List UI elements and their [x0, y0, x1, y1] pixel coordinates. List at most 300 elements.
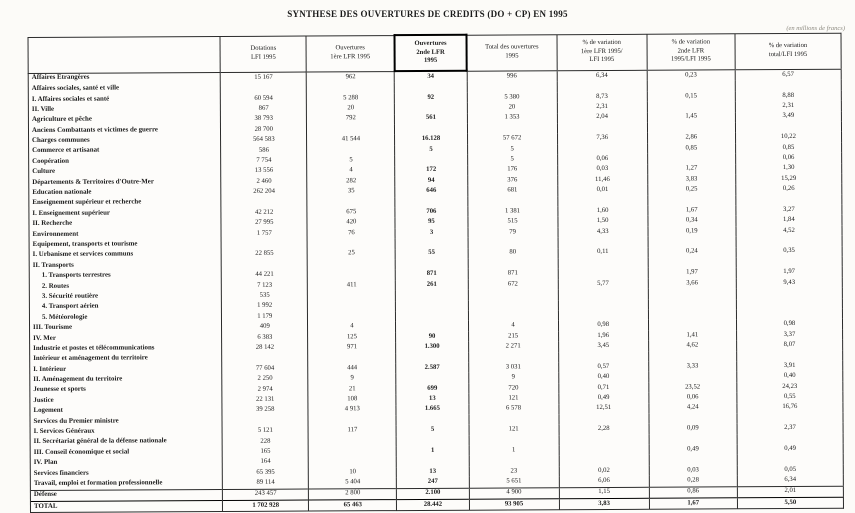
value-cell: 2,86 [647, 133, 735, 144]
value-cell: 0,06 [649, 392, 737, 403]
value-cell: 228 [222, 436, 308, 447]
value-cell: 792 [307, 114, 395, 125]
value-cell: 0,40 [737, 371, 843, 382]
value-cell [467, 123, 557, 134]
value-cell: 108 [308, 394, 396, 405]
value-cell: 0,57 [558, 362, 648, 373]
value-cell: 247 [397, 477, 469, 488]
value-cell: 7,36 [557, 133, 647, 144]
value-cell: 117 [308, 425, 396, 436]
value-cell: 35 [307, 186, 395, 197]
value-cell: 1,97 [736, 267, 842, 278]
value-cell: 535 [222, 291, 308, 302]
value-cell: 0,09 [649, 424, 737, 435]
value-cell: 2 800 [309, 488, 397, 500]
value-cell [559, 445, 649, 456]
value-cell [648, 299, 736, 310]
value-cell: 41 544 [307, 134, 395, 145]
value-cell [557, 123, 647, 134]
value-cell [220, 83, 306, 94]
value-cell [558, 258, 648, 269]
value-cell [735, 122, 841, 133]
value-cell [469, 435, 559, 446]
row-label: Industrie et postes et télécommunications [30, 343, 222, 354]
value-cell [558, 351, 648, 362]
value-cell: 3,83 [559, 498, 649, 510]
value-cell: 172 [395, 165, 467, 176]
value-cell [558, 299, 648, 310]
value-cell: 3,37 [736, 330, 842, 341]
value-cell [468, 289, 558, 300]
value-cell: 0,06 [735, 153, 841, 164]
value-cell: 4 900 [469, 487, 559, 499]
value-cell: 3 031 [468, 362, 558, 373]
value-cell: 0,49 [558, 393, 648, 404]
value-cell: 44 221 [221, 270, 307, 281]
value-cell [559, 455, 649, 466]
value-cell: 1.300 [396, 342, 468, 353]
value-cell [395, 196, 467, 207]
value-cell [649, 434, 737, 445]
value-cell [396, 321, 468, 332]
value-cell: 27 995 [221, 218, 307, 229]
value-cell [557, 195, 647, 206]
row-label: Services financiers [30, 468, 222, 479]
value-cell: 0,86 [649, 486, 737, 498]
table-header [28, 33, 841, 73]
value-cell: 3,33 [648, 361, 736, 372]
column-header-pct-variation-1ere-lfr-1995-lfi-1995: % de variation 1ère LFR 1995/ LFI 1995 [557, 34, 647, 70]
value-cell: 3,83 [647, 174, 735, 185]
value-cell [307, 124, 395, 135]
value-cell: 720 [468, 383, 558, 394]
column-header-pct-variation-total-lfi-1995: % de variation total/LFI 1995 [735, 33, 841, 70]
value-cell [735, 80, 841, 91]
value-cell: 2 460 [221, 176, 307, 187]
value-cell: 1 757 [221, 228, 307, 239]
column-header-ministere [28, 36, 220, 73]
value-cell [222, 353, 308, 364]
row-label: II. Recherche [29, 218, 221, 229]
row-label: I. Enseignement supérieur [29, 208, 221, 219]
value-cell [467, 82, 557, 93]
value-cell: 90 [396, 331, 468, 342]
value-cell: 6,06 [559, 476, 649, 487]
value-cell: 4 [468, 321, 558, 332]
value-cell: 0,03 [557, 164, 647, 175]
value-cell: 39 258 [222, 405, 308, 416]
value-cell [469, 456, 559, 467]
value-cell: 16.128 [395, 134, 467, 145]
value-cell: 0,03 [649, 465, 737, 476]
value-cell: 2 271 [468, 341, 558, 352]
value-cell [308, 311, 396, 322]
value-cell: 164 [222, 457, 308, 468]
column-header-pct-variation-2nde-lfr-1995-lfi-1995: % de variation 2nde LFR 1995/LFI 1995 [647, 33, 735, 69]
value-cell: 25 [307, 249, 395, 260]
value-cell [649, 413, 737, 424]
value-cell [558, 237, 648, 248]
value-cell: 2.100 [397, 488, 469, 500]
value-cell: 1 [397, 446, 469, 457]
row-label: TOTAL [30, 501, 222, 513]
row-label: Défense [30, 489, 222, 501]
value-cell: 0,02 [559, 466, 649, 477]
value-cell: 1 [469, 445, 559, 456]
value-cell [395, 82, 467, 93]
value-cell: 706 [395, 207, 467, 218]
value-cell [222, 415, 308, 426]
value-cell [737, 433, 843, 444]
value-cell: 9,43 [736, 278, 842, 289]
value-cell [736, 350, 842, 361]
value-cell: 23 [469, 466, 559, 477]
value-cell: 0,25 [648, 185, 736, 196]
value-cell [395, 124, 467, 135]
value-cell: 8,07 [736, 340, 842, 351]
value-cell: 10,22 [735, 132, 841, 143]
value-cell: 28 142 [222, 343, 308, 354]
value-cell: 867 [221, 104, 307, 115]
row-label: Anciens Combattants et victimes de guerre [28, 125, 220, 136]
value-cell: 93 905 [469, 499, 559, 511]
value-cell: 28 700 [221, 124, 307, 135]
value-cell [558, 310, 648, 321]
value-cell: 0,98 [558, 320, 648, 331]
value-cell: 76 [307, 228, 395, 239]
value-cell: 2 974 [222, 384, 308, 395]
value-cell [647, 101, 735, 112]
value-cell: 11,46 [557, 175, 647, 186]
value-cell: 0,49 [737, 444, 843, 455]
value-cell: 1 381 [467, 206, 557, 217]
value-cell [468, 300, 558, 311]
value-cell [395, 103, 467, 114]
row-label: 1. Transports terrestres [29, 270, 221, 281]
row-label: Commerce et artisanat [29, 146, 221, 157]
value-cell: 65 463 [309, 500, 397, 512]
table-body [28, 69, 843, 513]
value-cell: 0,05 [737, 465, 843, 476]
row-label: II. Ville [28, 104, 220, 115]
value-cell [648, 257, 736, 268]
row-label: 3. Sécurité routière [29, 291, 221, 302]
value-cell [736, 309, 842, 320]
row-label: I. Urbanisme et services communs [29, 250, 221, 261]
row-label: II. Transports [29, 260, 221, 271]
row-label: Education nationale [29, 187, 221, 198]
value-cell: 1,67 [648, 205, 736, 216]
value-cell: 176 [467, 165, 557, 176]
value-cell [309, 457, 397, 468]
value-cell: 5 121 [222, 426, 308, 437]
value-cell: 0,35 [736, 246, 842, 257]
value-cell: 0,98 [736, 319, 842, 330]
value-cell: 55 [396, 248, 468, 259]
value-cell: 4,62 [648, 340, 736, 351]
row-label: Culture [29, 167, 221, 178]
value-cell [736, 194, 842, 205]
value-cell: 125 [308, 332, 396, 343]
value-cell: 3,27 [736, 205, 842, 216]
value-cell [307, 82, 395, 93]
value-cell: 1,45 [647, 112, 735, 123]
value-cell: 6 578 [468, 404, 558, 415]
value-cell: 1,67 [649, 498, 737, 510]
value-cell [395, 155, 467, 166]
value-cell [308, 446, 396, 457]
column-header-ouvertures-2nde-lfr-1995: Ouvertures 2nde LFR 1995 [394, 35, 466, 71]
value-cell: 0,15 [647, 91, 735, 102]
value-cell: 6,34 [557, 70, 647, 82]
value-cell [468, 258, 558, 269]
value-cell: 21 [308, 384, 396, 395]
value-cell [468, 414, 558, 425]
value-cell: 971 [308, 342, 396, 353]
column-header-ouvertures-1ere-lfr-1995: Ouvertures 1ère LFR 1995 [306, 35, 394, 71]
value-cell: 15,29 [736, 174, 842, 185]
value-cell: 1,27 [647, 164, 735, 175]
value-cell: 13 [397, 467, 469, 478]
value-cell [308, 290, 396, 301]
value-cell: 444 [308, 363, 396, 374]
value-cell: 0,06 [557, 154, 647, 165]
value-cell: 22 131 [222, 395, 308, 406]
value-cell: 681 [467, 186, 557, 197]
value-cell: 23,52 [649, 382, 737, 393]
value-cell [737, 413, 843, 424]
unit-note: (en millions de francs) [786, 25, 845, 32]
value-cell [648, 320, 736, 331]
row-label: Affaires sociales, santé et ville [28, 83, 220, 94]
value-cell [648, 351, 736, 362]
row-label: Charges communes [29, 135, 221, 146]
value-cell [468, 352, 558, 363]
value-cell: 0,34 [648, 216, 736, 227]
value-cell: 871 [468, 269, 558, 280]
value-cell: 1 353 [467, 113, 557, 124]
value-cell: 1,97 [648, 268, 736, 279]
value-cell: 5 [395, 144, 467, 155]
value-cell: 2,37 [737, 423, 843, 434]
value-cell: 2,28 [559, 424, 649, 435]
value-cell [221, 260, 307, 271]
value-cell: 89 114 [223, 478, 309, 489]
value-cell [307, 238, 395, 249]
value-cell: 13 [396, 394, 468, 405]
value-cell: 0,26 [736, 184, 842, 195]
value-cell: 8,73 [557, 92, 647, 103]
row-label: I. Services Généraux [30, 426, 222, 437]
value-cell: 15 167 [220, 72, 306, 84]
value-cell: 409 [222, 322, 308, 333]
row-label: Agriculture et pêche [28, 115, 220, 126]
value-cell [648, 289, 736, 300]
value-cell [467, 196, 557, 207]
value-cell: 5 [396, 425, 468, 436]
value-cell [308, 353, 396, 364]
value-cell: 42 212 [221, 208, 307, 219]
value-cell [221, 197, 307, 208]
value-cell: 6,34 [737, 475, 843, 486]
column-header-dotations-lfi-1995: Dotations LFI 1995 [220, 36, 306, 72]
value-cell: 262 204 [221, 187, 307, 198]
value-cell: 121 [469, 425, 559, 436]
value-cell: 4 [307, 166, 395, 177]
value-cell: 8,88 [735, 91, 841, 102]
value-cell [736, 257, 842, 268]
value-cell: 2,04 [557, 112, 647, 123]
value-cell: 0,85 [735, 142, 841, 153]
value-cell [397, 435, 469, 446]
value-cell [647, 153, 735, 164]
value-cell: 121 [468, 393, 558, 404]
value-cell: 675 [307, 207, 395, 218]
value-cell: 5 [467, 154, 557, 165]
value-cell [396, 290, 468, 301]
value-cell: 0,55 [737, 392, 843, 403]
value-cell [559, 434, 649, 445]
value-cell: 261 [396, 280, 468, 291]
value-cell [559, 414, 649, 425]
value-cell: 962 [307, 71, 395, 83]
value-cell: 10 [309, 467, 397, 478]
value-cell [396, 259, 468, 270]
value-cell: 6 383 [222, 332, 308, 343]
row-label: 5. Météorologie [29, 312, 221, 323]
value-cell [557, 143, 647, 154]
value-cell [307, 145, 395, 156]
row-label: III. Conseil économique et social [30, 447, 222, 458]
row-label: Justice [30, 395, 222, 406]
value-cell [557, 81, 647, 92]
value-cell [308, 436, 396, 447]
value-cell: 996 [467, 70, 557, 82]
value-cell: 0,40 [558, 372, 648, 383]
row-label: Intérieur et aménagement du territoire [30, 354, 222, 365]
value-cell: 0,11 [558, 247, 648, 258]
row-label: Equipement, transports et tourisme [29, 239, 221, 250]
value-cell [308, 301, 396, 312]
value-cell: 0,85 [647, 143, 735, 154]
value-cell: 3,66 [648, 278, 736, 289]
value-cell [396, 352, 468, 363]
value-cell: 4 913 [308, 405, 396, 416]
row-label: I. Affaires sociales et santé [28, 94, 220, 105]
value-cell: 7 754 [221, 156, 307, 167]
value-cell: 28.442 [397, 499, 469, 511]
value-cell: 4,33 [558, 227, 648, 238]
value-cell: 16,76 [737, 402, 843, 413]
value-cell [737, 454, 843, 465]
value-cell: 561 [395, 113, 467, 124]
value-cell: 564 583 [221, 135, 307, 146]
value-cell: 3,45 [558, 341, 648, 352]
value-cell: 1,60 [558, 206, 648, 217]
row-label: I. Intérieur [30, 364, 222, 375]
value-cell [558, 289, 648, 300]
value-cell [468, 310, 558, 321]
value-cell: 60 594 [221, 93, 307, 104]
value-cell: 1 179 [222, 312, 308, 323]
value-cell: 94 [395, 176, 467, 187]
value-cell: 1,50 [558, 216, 648, 227]
value-cell: 1,15 [559, 487, 649, 499]
value-cell: 13 556 [221, 166, 307, 177]
value-cell: 7 123 [222, 280, 308, 291]
value-cell: 3 [395, 228, 467, 239]
value-cell [648, 372, 736, 383]
value-cell: 0,19 [648, 226, 736, 237]
value-cell: 1,84 [736, 215, 842, 226]
value-cell [308, 259, 396, 270]
value-cell: 4 [308, 321, 396, 332]
value-cell [649, 455, 737, 466]
value-cell: 77 604 [222, 363, 308, 374]
value-cell [221, 239, 307, 250]
value-cell: 80 [468, 248, 558, 259]
value-cell: 699 [396, 383, 468, 394]
value-cell: 165 [222, 447, 308, 458]
row-label: Environnement [29, 229, 221, 240]
value-cell [736, 298, 842, 309]
value-cell [397, 456, 469, 467]
value-cell: 3,49 [735, 111, 841, 122]
header-row [28, 33, 841, 73]
value-cell [468, 237, 558, 248]
value-cell: 95 [395, 217, 467, 228]
value-cell: 24,23 [737, 381, 843, 392]
value-cell: 0,01 [557, 185, 647, 196]
value-cell [736, 236, 842, 247]
row-label: II. Aménagement du territoire [30, 374, 222, 385]
column-header-total-ouvertures-1995: Total des ouvertures 1995 [466, 34, 556, 70]
value-cell: 5,77 [558, 279, 648, 290]
row-label: Départements & Territoires d'Outre-Mer [29, 177, 221, 188]
page-title: SYNTHESE DES OUVERTURES DE CREDITS (DO + CP) EN 1995 [287, 9, 568, 19]
value-cell: 2.587 [396, 363, 468, 374]
value-cell: 79 [468, 227, 558, 238]
value-cell: 9 [308, 373, 396, 384]
value-cell: 65 395 [222, 467, 308, 478]
value-cell: 1,41 [648, 330, 736, 341]
value-cell [647, 122, 735, 133]
value-cell: 5 651 [469, 476, 559, 487]
value-cell: 2,01 [737, 486, 843, 498]
value-cell [396, 311, 468, 322]
value-cell: 0,23 [647, 69, 735, 81]
value-cell [648, 195, 736, 206]
value-cell: 20 [467, 102, 557, 113]
value-cell: 20 [307, 103, 395, 114]
value-cell [396, 415, 468, 426]
value-cell [648, 309, 736, 320]
value-cell: 243 457 [223, 489, 309, 501]
value-cell: 5 380 [467, 92, 557, 103]
value-cell: 5,50 [737, 497, 843, 509]
value-cell: 5 [307, 155, 395, 166]
value-cell: 0,71 [558, 382, 648, 393]
value-cell: 2,31 [735, 101, 841, 112]
value-cell: 215 [468, 331, 558, 342]
value-cell: 0,49 [649, 444, 737, 455]
value-cell: 22 855 [221, 249, 307, 260]
value-cell [396, 373, 468, 384]
row-label: IV. Mer [30, 333, 222, 344]
row-label: Logement [30, 405, 222, 416]
value-cell: 1 702 928 [223, 500, 309, 512]
row-label: Jeunesse et sports [30, 385, 222, 396]
